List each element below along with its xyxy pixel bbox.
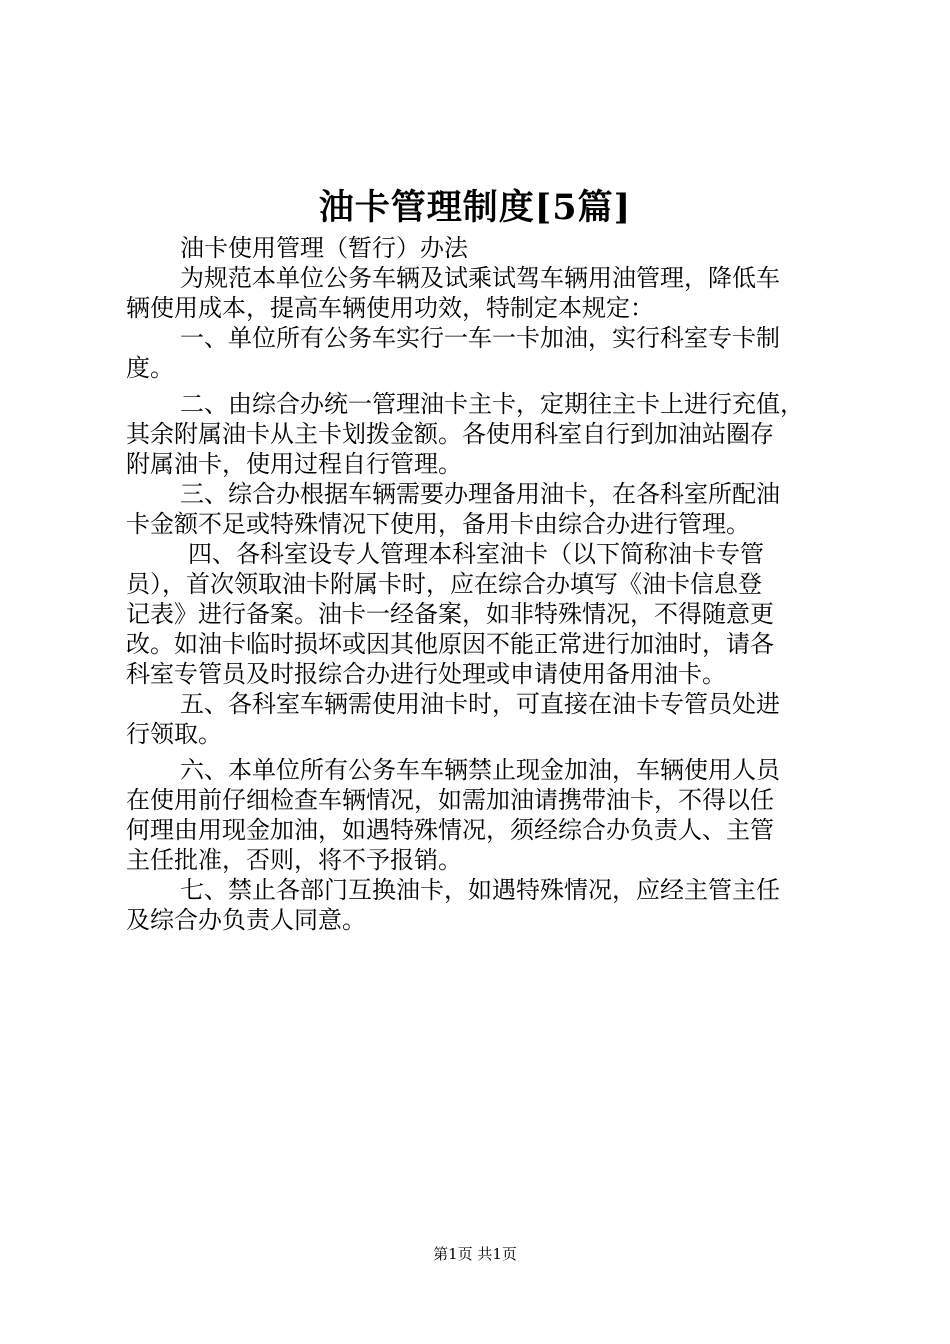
clause-4-line-1: 四、各科室设专人管理本科室油卡（以下简称油卡专管 (188, 540, 764, 568)
clause-5-line-1: 五、各科室车辆需使用油卡时，可直接在油卡专管员处进 (180, 690, 780, 718)
document-title: 油卡管理制度[5篇] (318, 187, 632, 228)
clause-3-line-2: 卡金额不足或特殊情况下使用，备用卡由综合办进行管理。 (126, 510, 750, 538)
clause-4-line-5: 科室专管员及时报综合办进行处理或申请使用备用油卡。 (126, 660, 726, 688)
page-footer: 第1页 共1页 (433, 1245, 517, 1263)
document-body (126, 233, 836, 935)
clause-6-line-3: 何理由用现金加油，如遇特殊情况，须经综合办负责人、主管 (126, 816, 774, 844)
intro-line-1: 为规范本单位公务车辆及试乘试驾车辆用油管理，降低车 (180, 264, 780, 292)
intro-line-2: 辆使用成本，提高车辆使用功效，特制定本规定： (126, 294, 654, 322)
clause-4-line-2: 员），首次领取油卡附属卡时，应在综合办填写《油卡信息登 (126, 570, 762, 598)
clause-1-line-2: 度。 (126, 354, 174, 382)
clause-5-line-2: 行领取。 (126, 720, 222, 748)
clause-3-line-1: 三、综合办根据车辆需要办理备用油卡，在各科室所配油 (180, 480, 780, 508)
clause-2-line-3: 附属油卡，使用过程自行管理。 (126, 450, 462, 478)
clause-6-line-4: 主任批准，否则，将不予报销。 (126, 846, 462, 874)
clause-6-line-1: 六、本单位所有公务车车辆禁止现金加油，车辆使用人员 (180, 756, 780, 784)
subtitle-line: 油卡使用管理（暂行）办法 (180, 234, 468, 262)
clause-7-line-2: 及综合办负责人同意。 (126, 906, 366, 934)
clause-4-line-3: 记表》进行备案。油卡一经备案，如非特殊情况，不得随意更 (126, 600, 774, 628)
clause-4-line-4: 改。如油卡临时损坏或因其他原因不能正常进行加油时，请各 (126, 630, 774, 658)
clause-2-line-1: 二、由综合办统一管理油卡主卡，定期往主卡上进行充值， (180, 390, 804, 418)
clause-7-line-1: 七、禁止各部门互换油卡，如遇特殊情况，应经主管主任 (180, 876, 780, 904)
clause-1-line-1: 一、单位所有公务车实行一车一卡加油，实行科室专卡制 (180, 324, 780, 352)
clause-6-line-2: 在使用前仔细检查车辆情况，如需加油请携带油卡，不得以任 (126, 786, 774, 814)
clause-2-line-2: 其余附属油卡从主卡划拨金额。各使用科室自行到加油站圈存 (126, 420, 774, 448)
